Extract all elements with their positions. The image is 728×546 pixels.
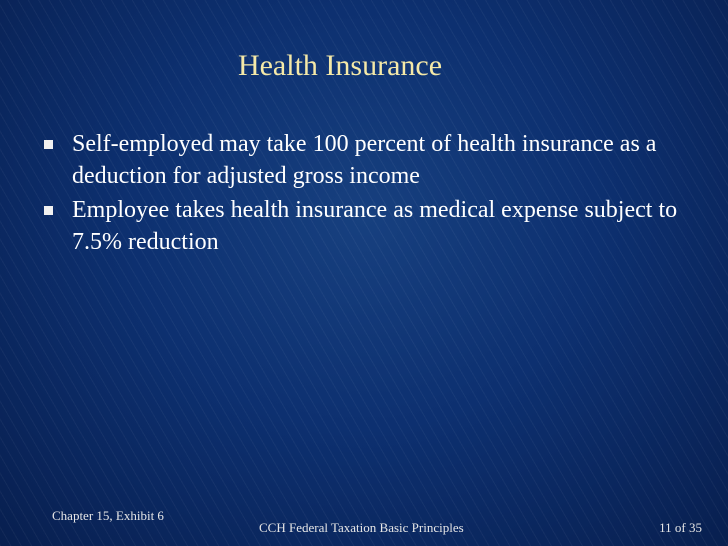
square-bullet-icon [44, 206, 53, 215]
square-bullet-icon [44, 140, 53, 149]
footer-chapter: Chapter 15, Exhibit 6 [52, 508, 164, 523]
bullet-item [36, 128, 696, 192]
slide-title: Health Insurance [237, 49, 443, 82]
bullet-text: Employee takes health insurance as medical expense subject to 7.5% reduction [72, 197, 678, 255]
bullet-list [36, 128, 696, 260]
bullet-item [36, 194, 696, 258]
bullet-text: Self-employed may take 100 percent of health insurance as a deduction for adjusted gross income [72, 131, 657, 189]
footer-page-number: 11 of 35 [659, 520, 702, 535]
footer-course: CCH Federal Taxation Basic Principles [259, 520, 464, 535]
